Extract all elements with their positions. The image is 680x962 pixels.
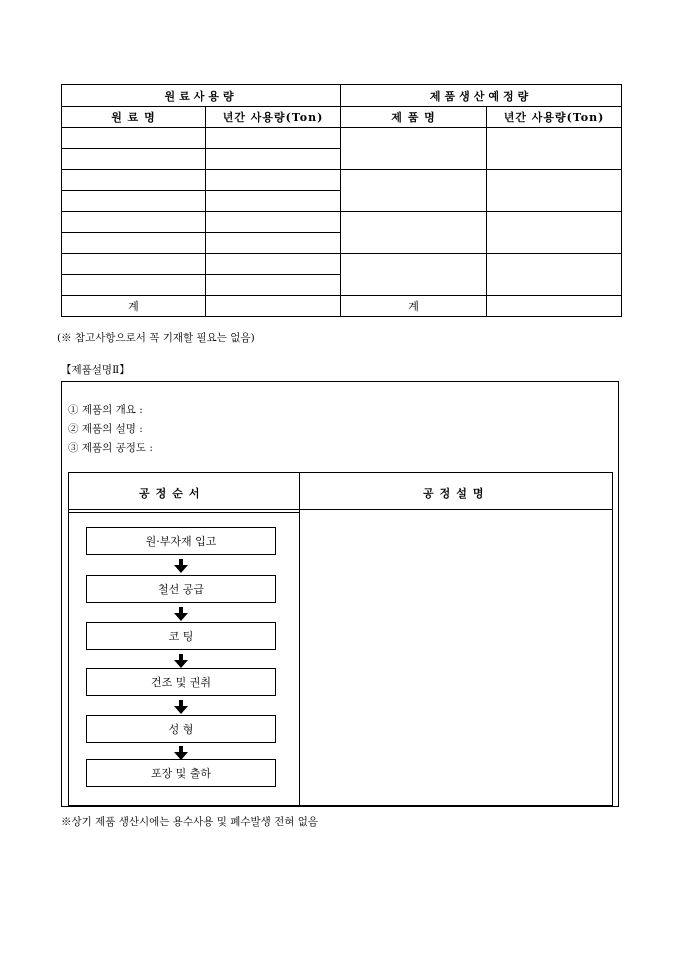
material-usage-cell[interactable] (206, 254, 341, 275)
step-drying-winding: 건조 및 권취 (86, 668, 276, 696)
material-usage-cell[interactable] (206, 275, 341, 296)
footer-note: ※상기 제품 생산시에는 용수사용 및 폐수발생 전혀 없음 (61, 816, 319, 828)
column-divider (299, 473, 300, 805)
material-product-table (61, 84, 622, 317)
product-process-item: ③ 제품의 공정도 : (68, 442, 153, 454)
product-description-box (61, 381, 619, 807)
process-order-header: 공정순서 (139, 487, 206, 500)
product-usage-cell[interactable] (487, 170, 622, 212)
reference-note: (※ 참고사항으로서 꼭 기재할 필요는 없음) (57, 332, 255, 344)
product-usage-cell[interactable] (487, 128, 622, 170)
material-usage-cell[interactable] (206, 191, 341, 212)
product-name-cell[interactable] (341, 128, 487, 170)
product-name-cell[interactable] (341, 170, 487, 212)
step-material-receiving: 원·부자재 입고 (86, 527, 276, 555)
product-name-cell[interactable] (341, 212, 487, 254)
process-table (68, 472, 613, 806)
material-name-cell[interactable] (62, 128, 206, 149)
step-packing-shipping: 포장 및 출하 (86, 759, 276, 787)
down-arrow-icon (171, 654, 191, 668)
total-label-right: 계 (341, 296, 487, 317)
header-divider-double (69, 512, 299, 513)
process-description-header: 공정설명 (423, 487, 490, 500)
down-arrow-icon (171, 559, 191, 573)
material-usage-header: 원료사용량 (62, 85, 341, 107)
step-forming: 성 형 (86, 715, 276, 743)
down-arrow-icon (171, 607, 191, 621)
product-name-header: 제 품 명 (341, 107, 487, 128)
material-usage-cell[interactable] (206, 212, 341, 233)
material-name-cell[interactable] (62, 191, 206, 212)
section-title: 【제품설명Ⅱ】 (61, 364, 130, 376)
product-usage-cell[interactable] (487, 254, 622, 296)
material-usage-cell[interactable] (206, 170, 341, 191)
down-arrow-icon (171, 700, 191, 714)
material-name-cell[interactable] (62, 170, 206, 191)
product-annual-usage-header: 년간 사용량(Ton) (487, 107, 622, 128)
material-name-cell[interactable] (62, 254, 206, 275)
header-divider (69, 509, 612, 510)
material-annual-usage-header: 년간 사용량(Ton) (206, 107, 341, 128)
total-label-left: 계 (62, 296, 206, 317)
total-product-usage-cell[interactable] (487, 296, 622, 317)
material-name-cell[interactable] (62, 275, 206, 296)
step-wire-supply: 철선 공급 (86, 575, 276, 603)
product-explanation-item: ② 제품의 설명 : (68, 423, 143, 435)
total-material-usage-cell[interactable] (206, 296, 341, 317)
product-usage-cell[interactable] (487, 212, 622, 254)
product-overview-item: ① 제품의 개요 : (68, 404, 143, 416)
material-usage-cell[interactable] (206, 233, 341, 254)
material-name-cell[interactable] (62, 233, 206, 254)
material-name-header: 원 료 명 (62, 107, 206, 128)
material-name-cell[interactable] (62, 149, 206, 170)
material-name-cell[interactable] (62, 212, 206, 233)
step-coating: 코 팅 (86, 622, 276, 650)
down-arrow-icon (171, 746, 191, 760)
product-plan-header: 제품생산예정량 (341, 85, 622, 107)
material-usage-cell[interactable] (206, 149, 341, 170)
material-usage-cell[interactable] (206, 128, 341, 149)
product-name-cell[interactable] (341, 254, 487, 296)
product-items-list (68, 401, 153, 458)
